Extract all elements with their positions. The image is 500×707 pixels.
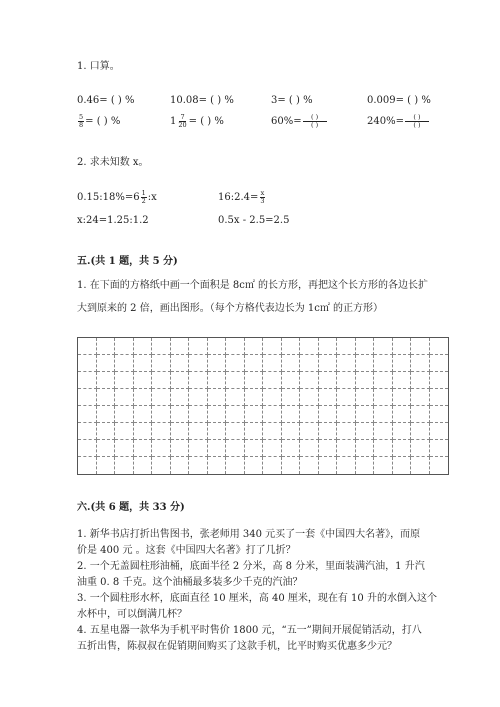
grid-cell[interactable] (152, 372, 171, 389)
grid-cell[interactable] (245, 423, 264, 440)
grid-cell[interactable] (134, 389, 153, 406)
grid-cell[interactable] (337, 423, 356, 440)
oral-item-3: 3= ( ) % (271, 95, 313, 106)
grid-cell[interactable] (78, 406, 97, 423)
grid-cell[interactable] (356, 338, 375, 355)
grid-cell[interactable] (430, 423, 449, 440)
grid-cell[interactable] (263, 355, 282, 372)
fraction: $\frac{7}{20}$ (178, 113, 187, 129)
oral-item-5: $\frac{5}{8}$ = ( ) % (79, 113, 121, 129)
grid-cell[interactable] (319, 355, 338, 372)
grid-cell[interactable] (319, 406, 338, 423)
grid-cell[interactable] (171, 355, 190, 372)
grid-cell[interactable] (226, 423, 245, 440)
grid-cell[interactable] (263, 372, 282, 389)
grid-cell[interactable] (97, 355, 116, 372)
grid-cell[interactable] (393, 406, 412, 423)
grid-cell[interactable] (134, 372, 153, 389)
grid-cell[interactable] (411, 338, 430, 355)
question-text: 1. 在下面的方格纸中画一个面积是 8c㎡ 的长方形，再把这个长方形的各边长扩 (77, 280, 429, 291)
question-text: 水杯中，可以倒满几杯？ (77, 609, 187, 620)
grid-cell[interactable] (115, 372, 134, 389)
oral-item-2: 10.08= ( ) % (170, 95, 234, 106)
grid-cell[interactable] (393, 355, 412, 372)
grid-cell[interactable] (152, 457, 171, 474)
equation-2: 16:2.4= $\frac{x}{3}$ (218, 189, 265, 205)
grid-cell[interactable] (374, 338, 393, 355)
section-6-heading: 六.(共 6 题，共 33 分) (77, 502, 185, 513)
grid-cell[interactable] (189, 355, 208, 372)
grid-cell[interactable] (411, 355, 430, 372)
grid-cell[interactable] (300, 423, 319, 440)
grid-cell[interactable] (319, 389, 338, 406)
square-grid[interactable] (77, 337, 449, 475)
grid-cell[interactable] (171, 406, 190, 423)
equation-4: 0.5x - 2.5=2.5 (218, 215, 290, 226)
grid-cell[interactable] (356, 423, 375, 440)
question-text: 油重 0. 8 千克。这个油桶最多装多少千克的汽油？ (77, 577, 303, 588)
grid-cell[interactable] (300, 355, 319, 372)
grid-cell[interactable] (171, 389, 190, 406)
grid-cell[interactable] (411, 406, 430, 423)
grid-cell[interactable] (263, 406, 282, 423)
grid-cell[interactable] (319, 423, 338, 440)
grid-cell[interactable] (356, 355, 375, 372)
grid-cell[interactable] (374, 389, 393, 406)
question-text: 2. 一个无盖圆柱形油桶，底面半径 2 分米，高 8 分米，里面装满汽油，1 升汽 (77, 561, 425, 572)
solve-title: 2. 求未知数 x。 (77, 157, 149, 168)
grid-cell[interactable] (300, 372, 319, 389)
grid-cell[interactable] (393, 372, 412, 389)
oral-calc-title: 1. 口算。 (77, 61, 120, 72)
grid-cell[interactable] (430, 338, 449, 355)
grid-cell[interactable] (152, 338, 171, 355)
grid-cell[interactable] (282, 389, 301, 406)
grid-cell[interactable] (393, 389, 412, 406)
grid-cell[interactable] (300, 389, 319, 406)
grid-cell[interactable] (263, 457, 282, 474)
fraction: $\frac{x}{3}$ (260, 189, 265, 205)
grid-cell[interactable] (337, 338, 356, 355)
grid-cell[interactable] (282, 338, 301, 355)
grid-cell[interactable] (78, 338, 97, 355)
grid-cell[interactable] (189, 406, 208, 423)
fraction: $\frac{5}{8}$ (79, 113, 84, 129)
grid-cell[interactable] (374, 355, 393, 372)
grid-cell[interactable] (97, 406, 116, 423)
grid-cell[interactable] (393, 440, 412, 457)
grid-cell[interactable] (430, 440, 449, 457)
grid-cell[interactable] (189, 457, 208, 474)
grid-cell[interactable] (245, 389, 264, 406)
grid-cell[interactable] (282, 406, 301, 423)
section-5-heading: 五.(共 1 题，共 5 分) (77, 256, 178, 267)
grid-cell[interactable] (115, 423, 134, 440)
grid-cell[interactable] (393, 457, 412, 474)
grid-cell[interactable] (282, 423, 301, 440)
grid-cell[interactable] (115, 440, 134, 457)
grid-cell[interactable] (171, 440, 190, 457)
grid-cell[interactable] (152, 423, 171, 440)
grid-cell[interactable] (208, 338, 227, 355)
grid-cell[interactable] (134, 406, 153, 423)
grid-cell[interactable] (319, 372, 338, 389)
grid-cell[interactable] (356, 406, 375, 423)
equation-3: x:24=1.25:1.2 (77, 215, 149, 226)
oral-item-1: 0.46= ( ) % (77, 95, 135, 106)
grid-cell[interactable] (115, 457, 134, 474)
grid-cell[interactable] (171, 338, 190, 355)
grid-cell[interactable] (208, 457, 227, 474)
grid-cell[interactable] (337, 355, 356, 372)
grid-cell[interactable] (152, 389, 171, 406)
grid-cell[interactable] (226, 406, 245, 423)
grid-cell[interactable] (319, 338, 338, 355)
grid-cell[interactable] (300, 457, 319, 474)
grid-cell[interactable] (393, 423, 412, 440)
grid-cell[interactable] (430, 372, 449, 389)
grid-cell[interactable] (134, 355, 153, 372)
question-text: 价是 400 元 。这套《中国四大名著》打了几折？ (77, 545, 296, 556)
grid-cell[interactable] (152, 355, 171, 372)
grid-cell[interactable] (97, 338, 116, 355)
grid-cell[interactable] (374, 372, 393, 389)
grid-cell[interactable] (337, 440, 356, 457)
grid-cell[interactable] (319, 440, 338, 457)
grid-cell[interactable] (300, 338, 319, 355)
grid-cell[interactable] (208, 389, 227, 406)
grid-cell[interactable] (319, 457, 338, 474)
grid-cell[interactable] (430, 406, 449, 423)
grid-cell[interactable] (171, 372, 190, 389)
grid-cell[interactable] (282, 372, 301, 389)
grid-cell[interactable] (393, 338, 412, 355)
grid-cell[interactable] (189, 372, 208, 389)
grid-cell[interactable] (78, 372, 97, 389)
grid-cell[interactable] (189, 440, 208, 457)
grid-cell[interactable] (245, 338, 264, 355)
grid-cell[interactable] (245, 406, 264, 423)
grid-cell[interactable] (208, 423, 227, 440)
question-text: 3. 一个圆柱形水杯，底面直径 10 厘米，高 40 厘米，现在有 10 升的水倒入这个 (77, 593, 437, 604)
grid-cell[interactable] (115, 338, 134, 355)
grid-cell[interactable] (134, 338, 153, 355)
grid-cell[interactable] (171, 457, 190, 474)
fraction: $\frac{1}{2}$ (141, 189, 146, 205)
grid-cell[interactable] (78, 457, 97, 474)
grid-cell[interactable] (282, 457, 301, 474)
grid-cell[interactable] (430, 355, 449, 372)
grid-cell[interactable] (374, 406, 393, 423)
grid-cell[interactable] (134, 440, 153, 457)
grid-cell[interactable] (226, 389, 245, 406)
grid-cell[interactable] (282, 355, 301, 372)
grid-cell[interactable] (300, 406, 319, 423)
grid-cell[interactable] (337, 372, 356, 389)
grid-cell[interactable] (78, 355, 97, 372)
grid-cell[interactable] (356, 372, 375, 389)
grid-cell[interactable] (337, 389, 356, 406)
grid-cell[interactable] (430, 389, 449, 406)
question-text: 1. 新华书店打折出售图书，张老师用 340 元买了一套《中国四大名著》，而原 (77, 529, 421, 540)
blank-fraction: $\frac{( )}{( )}$ (303, 114, 327, 129)
grid-cell[interactable] (226, 355, 245, 372)
grid-cell[interactable] (337, 406, 356, 423)
grid-cell[interactable] (208, 372, 227, 389)
grid-cell[interactable] (411, 457, 430, 474)
question-text: 五折出售，陈叔叔在促销期间购买了这款手机，比平时购买优惠多少元？ (77, 641, 397, 652)
grid-cell[interactable] (97, 457, 116, 474)
equation-1: 0.15:18%=6 $\frac{1}{2}$ :x (77, 189, 157, 205)
grid-cell[interactable] (411, 423, 430, 440)
grid-cell[interactable] (245, 355, 264, 372)
grid-cell[interactable] (208, 355, 227, 372)
grid-cell[interactable] (78, 389, 97, 406)
grid-cell[interactable] (115, 406, 134, 423)
grid-cell[interactable] (189, 423, 208, 440)
grid-cell[interactable] (134, 457, 153, 474)
grid-cell[interactable] (263, 389, 282, 406)
oral-item-4: 0.009= ( ) % (367, 95, 431, 106)
grid-cell[interactable] (97, 440, 116, 457)
grid-cell[interactable] (226, 440, 245, 457)
grid-cell[interactable] (411, 372, 430, 389)
grid-cell[interactable] (337, 457, 356, 474)
grid-cell[interactable] (97, 389, 116, 406)
grid-cell[interactable] (356, 389, 375, 406)
question-text: 大到原来的 2 倍，画出图形。（每个方格代表边长为 1c㎡ 的正方形） (77, 303, 384, 314)
grid-cell[interactable] (97, 423, 116, 440)
grid-cell[interactable] (152, 406, 171, 423)
grid-cell[interactable] (226, 457, 245, 474)
grid-cell[interactable] (226, 372, 245, 389)
grid-cell[interactable] (245, 440, 264, 457)
grid-cell[interactable] (300, 440, 319, 457)
grid-cell[interactable] (189, 338, 208, 355)
grid-cell[interactable] (411, 440, 430, 457)
grid-cell[interactable] (134, 423, 153, 440)
grid-cell[interactable] (171, 423, 190, 440)
oral-item-8: 240%= $\frac{( )}{( )}$ (367, 114, 430, 129)
grid-cell[interactable] (411, 389, 430, 406)
blank-fraction: $\frac{( )}{( )}$ (405, 114, 429, 129)
grid-cell[interactable] (356, 440, 375, 457)
grid-cell[interactable] (356, 457, 375, 474)
grid-cell[interactable] (430, 457, 449, 474)
grid-cell[interactable] (78, 423, 97, 440)
grid-cell[interactable] (374, 457, 393, 474)
grid-cell[interactable] (374, 423, 393, 440)
grid-cell[interactable] (152, 440, 171, 457)
grid-cell[interactable] (374, 440, 393, 457)
grid-cell[interactable] (226, 338, 245, 355)
grid-cell[interactable] (78, 440, 97, 457)
grid-cell[interactable] (282, 440, 301, 457)
grid-cell[interactable] (189, 389, 208, 406)
grid-cell[interactable] (263, 440, 282, 457)
grid-cell[interactable] (263, 338, 282, 355)
oral-item-7: 60%= $\frac{( )}{( )}$ (271, 114, 328, 129)
grid-cell[interactable] (115, 389, 134, 406)
question-text: 4. 五星电器一款华为手机平时售价 1800 元，“五一”期间开展促销活动，打八 (77, 625, 422, 636)
grid-cell[interactable] (245, 372, 264, 389)
grid-cell[interactable] (208, 406, 227, 423)
grid-cell[interactable] (97, 372, 116, 389)
grid-cell[interactable] (263, 423, 282, 440)
grid-cell[interactable] (245, 457, 264, 474)
grid-cell[interactable] (208, 440, 227, 457)
grid-cell[interactable] (115, 355, 134, 372)
oral-item-6: 1 $\frac{7}{20}$ = ( ) % (170, 113, 224, 129)
